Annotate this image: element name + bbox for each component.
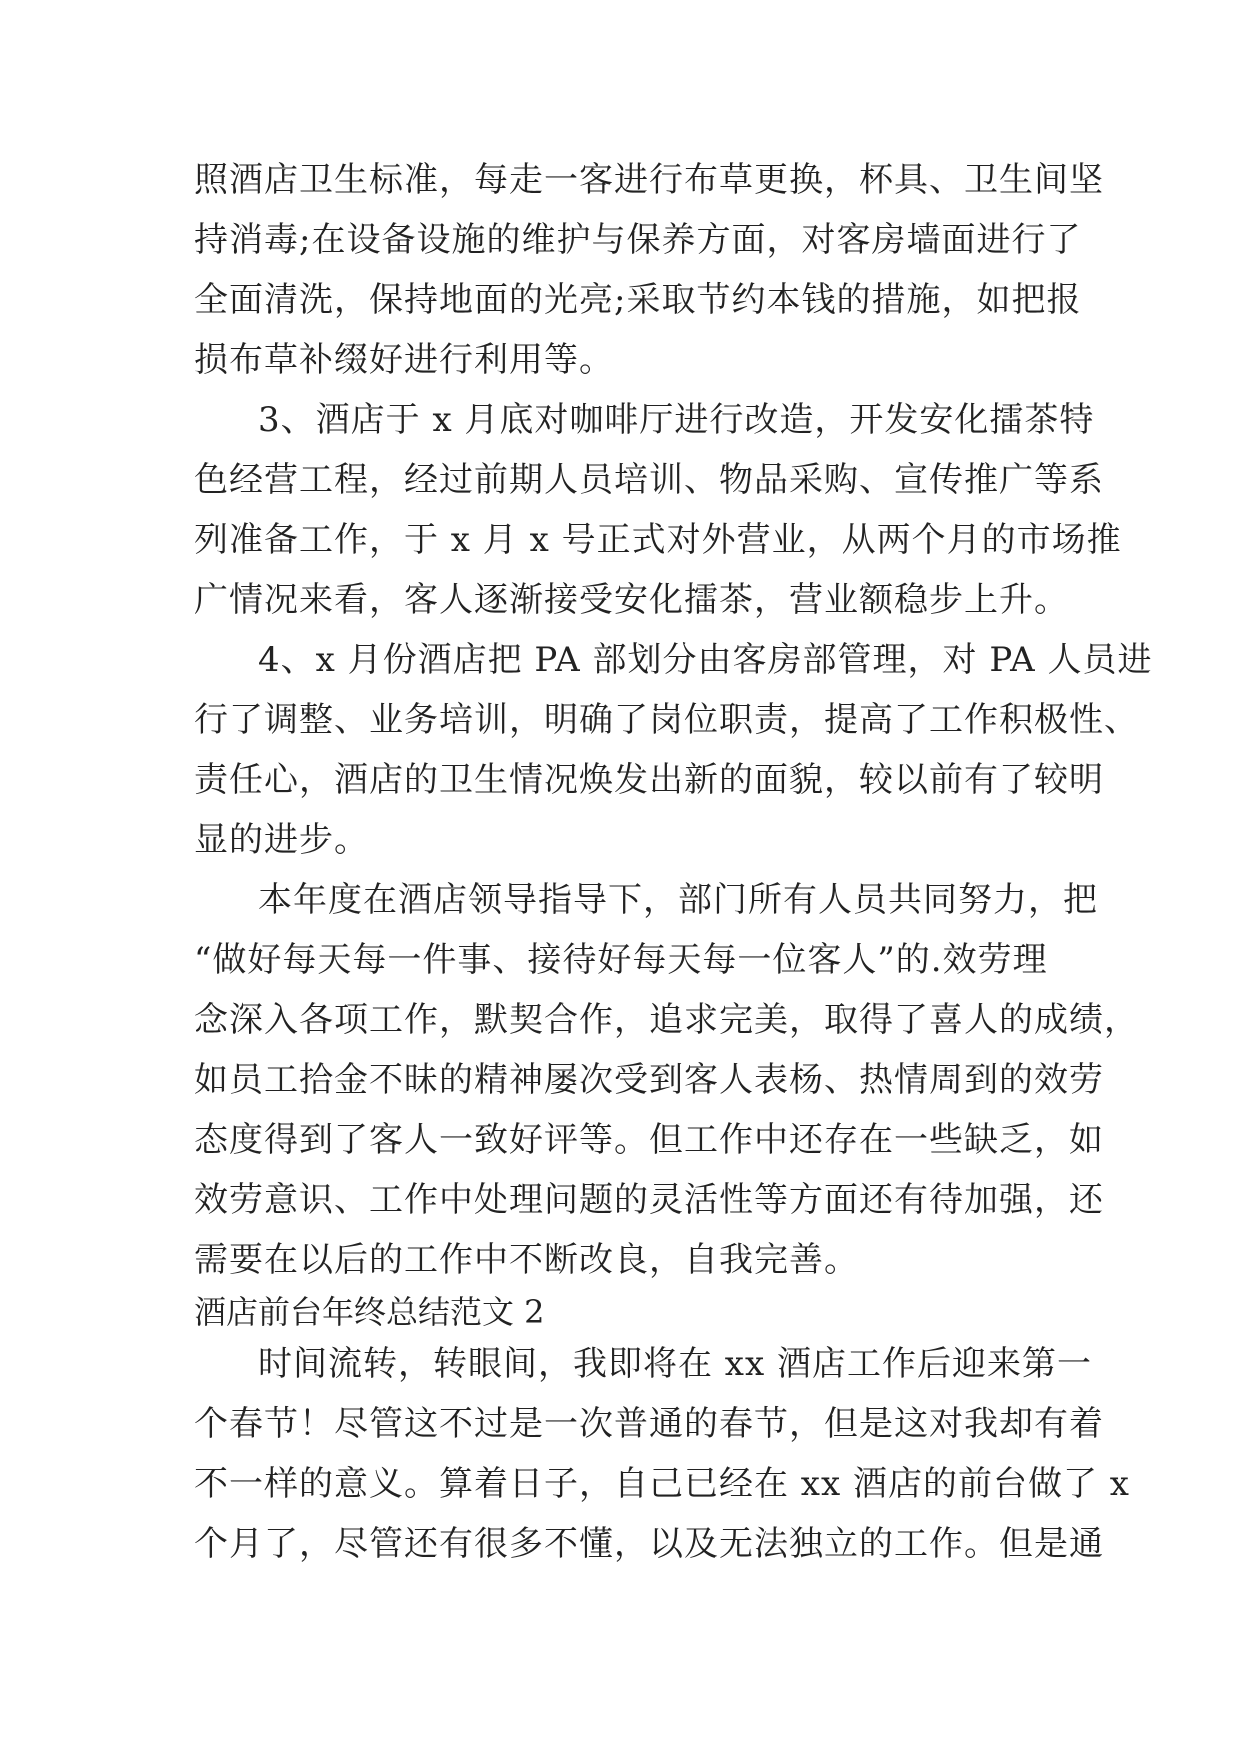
text-line: 个月了，尽管还有很多不懂，以及无法独立的工作。但是通 [194,1524,1104,1564]
text-line: 需要在以后的工作中不断改良，自我完善。 [194,1240,859,1280]
text-line: 损布草补缀好进行利用等。 [194,340,614,380]
paragraph-first-line: 时间流转，转眼间，我即将在 xx 酒店工作后迎来第一 [258,1344,1092,1384]
text-line: 态度得到了客人一致好评等。但工作中还存在一些缺乏，如 [194,1120,1104,1160]
text-line: “做好每天每一件事、接待好每天每一位客人”的.效劳理 [194,940,1048,980]
document-body [194,150,1153,1574]
paragraph-first-line: 4、x 月份酒店把 PA 部划分由客房部管理，对 PA 人员进 [258,640,1153,680]
text-line: 个春节！尽管这不过是一次普通的春节，但是这对我却有着 [194,1404,1104,1444]
text-line: 色经营工程，经过前期人员培训、物品采购、宣传推广等系 [194,460,1104,500]
paragraph-first-line: 本年度在酒店领导指导下，部门所有人员共同努力，把 [258,880,1098,920]
text-line: 全面清洗，保持地面的光亮;采取节约本钱的措施，如把报 [194,280,1082,320]
text-line: 照酒店卫生标准，每走一客进行布草更换，杯具、卫生间坚 [194,160,1104,200]
text-line: 念深入各项工作，默契合作，追求完美，取得了喜人的成绩， [194,1000,1139,1040]
text-line: 责任心，酒店的卫生情况焕发出新的面貌，较以前有了较明 [194,760,1104,800]
section-heading: 酒店前台年终总结范文 2 [194,1293,545,1331]
text-line: 持消毒;在设备设施的维护与保养方面，对客房墙面进行了 [194,220,1082,260]
text-line: 效劳意识、工作中处理问题的灵活性等方面还有待加强，还 [194,1180,1104,1220]
text-line: 不一样的意义。算着日子，自己已经在 xx 酒店的前台做了 x [194,1464,1130,1504]
text-line: 行了调整、业务培训，明确了岗位职责，提高了工作积极性、 [194,700,1139,740]
text-line: 列准备工作，于 x 月 x 号正式对外营业，从两个月的市场推 [194,520,1122,560]
text-line: 广情况来看，客人逐渐接受安化擂茶，营业额稳步上升。 [194,580,1069,620]
text-line: 如员工拾金不昧的精神屡次受到客人表杨、热情周到的效劳 [194,1060,1104,1100]
text-line: 显的进步。 [194,820,369,860]
paragraph-first-line: 3、酒店于 x 月底对咖啡厅进行改造，开发安化擂茶特 [258,400,1095,440]
